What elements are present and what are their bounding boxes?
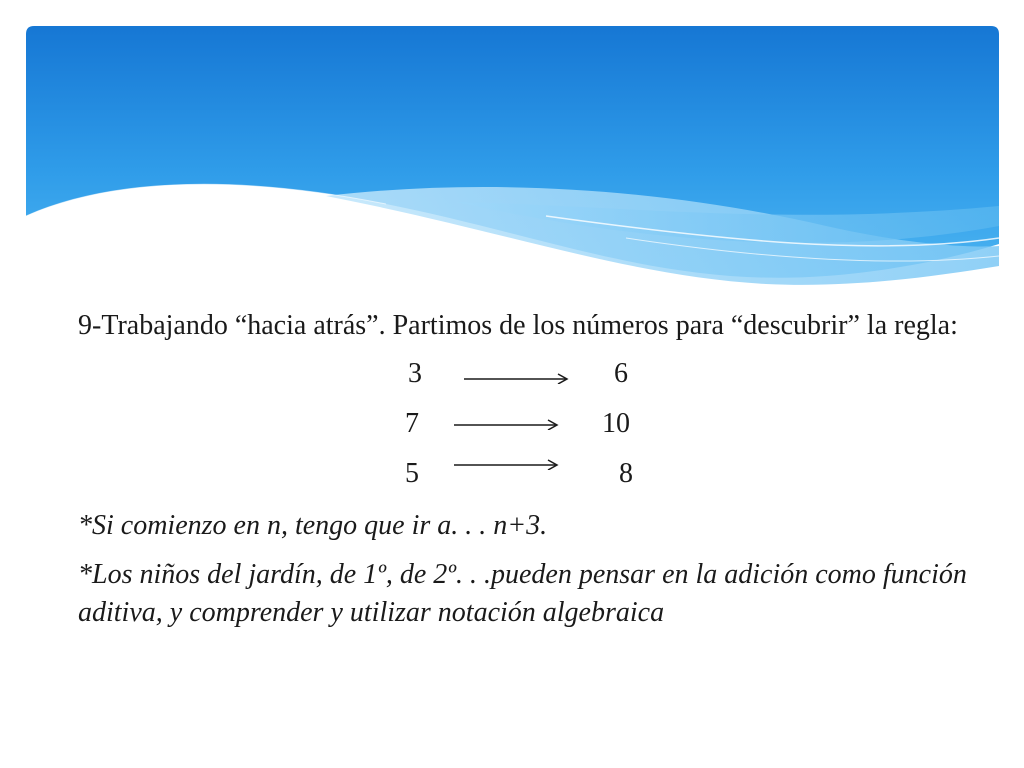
slide-content <box>78 308 978 632</box>
mapping-to: 10 <box>602 408 630 439</box>
arrow-right-icon <box>454 456 560 470</box>
children-note: *Los niños del jardín, de 1º, de 2º. . .pueden pensar en la adición como función aditiva, y comprender y utilizar notación algebraica <box>78 559 967 628</box>
mapping-row <box>78 356 978 396</box>
wave-decoration <box>26 26 999 288</box>
mapping-to: 6 <box>614 358 628 389</box>
rule-note: *Si comienzo en n, tengo que ir a. . . n+3. <box>78 510 548 541</box>
mapping-from: 7 <box>405 408 419 439</box>
mapping-row <box>78 456 978 496</box>
arrow-right-icon <box>464 370 570 384</box>
mapping-from: 3 <box>408 358 422 389</box>
mapping-row <box>78 406 978 446</box>
intro-text: 9-Trabajando “hacia atrás”. Partimos de los números para “descubrir” la regla: <box>78 310 958 341</box>
mapping-from: 5 <box>405 458 419 489</box>
number-mapping <box>78 356 978 506</box>
header-banner <box>26 26 999 288</box>
arrow-right-icon <box>454 416 560 430</box>
mapping-to: 8 <box>619 458 633 489</box>
